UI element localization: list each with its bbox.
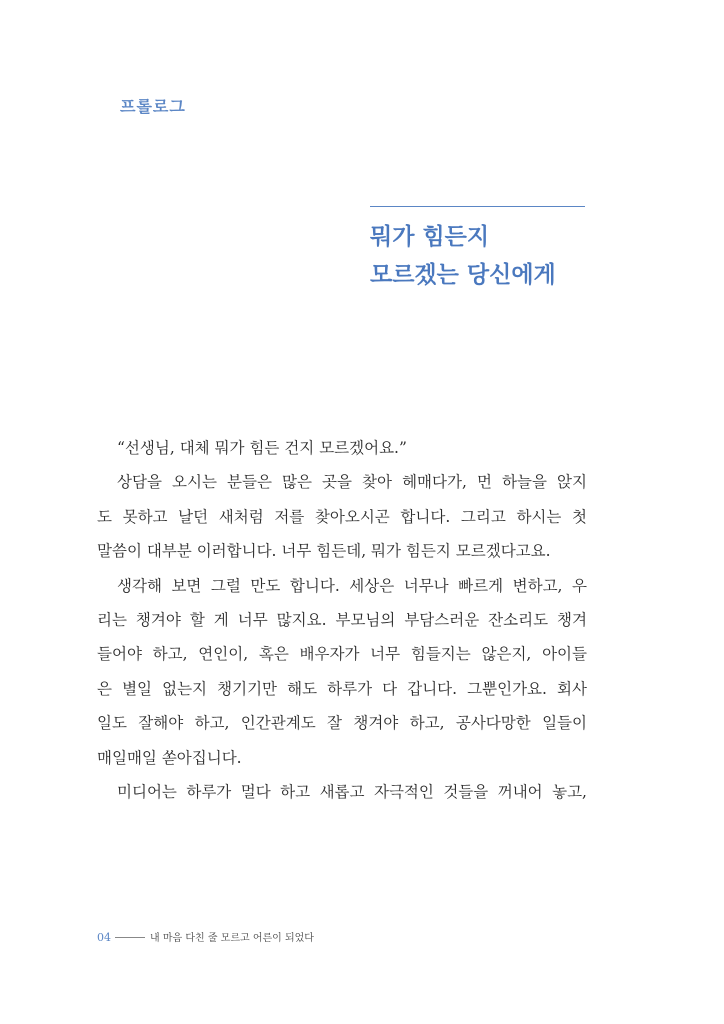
page-number: 04 <box>97 931 111 944</box>
body-line: 리는 챙겨야 할 게 너무 많지요. 부모님의 부담스러운 잔소리도 챙겨 <box>97 611 587 630</box>
chapter-title-line-2: 모르겠는 당신에게 <box>370 262 556 288</box>
page-footer <box>97 929 314 944</box>
body-line: 생각해 보면 그럴 만도 합니다. 세상은 너무나 빠르게 변하고, 우 <box>117 576 587 595</box>
body-text <box>97 431 587 809</box>
body-line: 은 별일 없는지 챙기기만 해도 하루가 다 갑니다. 그뿐인가요. 회사 <box>97 679 587 698</box>
body-line: 일도 잘해야 하고, 인간관계도 잘 챙겨야 하고, 공사다망한 일들이 <box>97 714 587 733</box>
footer-dash <box>115 937 145 938</box>
body-line: 매일매일 쏟아집니다. <box>97 748 242 767</box>
body-line: 미디어는 하루가 멀다 하고 새롭고 자극적인 것들을 꺼내어 놓고, <box>117 783 587 802</box>
body-line: 도 못하고 날던 새처럼 저를 찾아오시곤 합니다. 그리고 하시는 첫 <box>97 507 587 526</box>
chapter-title <box>370 218 610 294</box>
book-title: 내 마음 다친 줄 모르고 어른이 되었다 <box>150 933 314 944</box>
body-line: 들어야 하고, 연인이, 혹은 배우자가 너무 힘들지는 않은지, 아이들 <box>97 645 587 664</box>
section-label: 프롤로그 <box>120 97 186 116</box>
body-line: 말씀이 대부분 이러합니다. 너무 힘든데, 뭐가 힘든지 모르겠다고요. <box>97 542 551 561</box>
title-divider <box>370 206 585 207</box>
chapter-title-line-1: 뭐가 힘든지 <box>370 224 490 250</box>
body-line: 상담을 오시는 분들은 많은 곳을 찾아 헤매다가, 먼 하늘을 앉지 <box>117 473 587 492</box>
body-line: “선생님, 대체 뭐가 힘든 건지 모르겠어요.” <box>117 439 407 457</box>
